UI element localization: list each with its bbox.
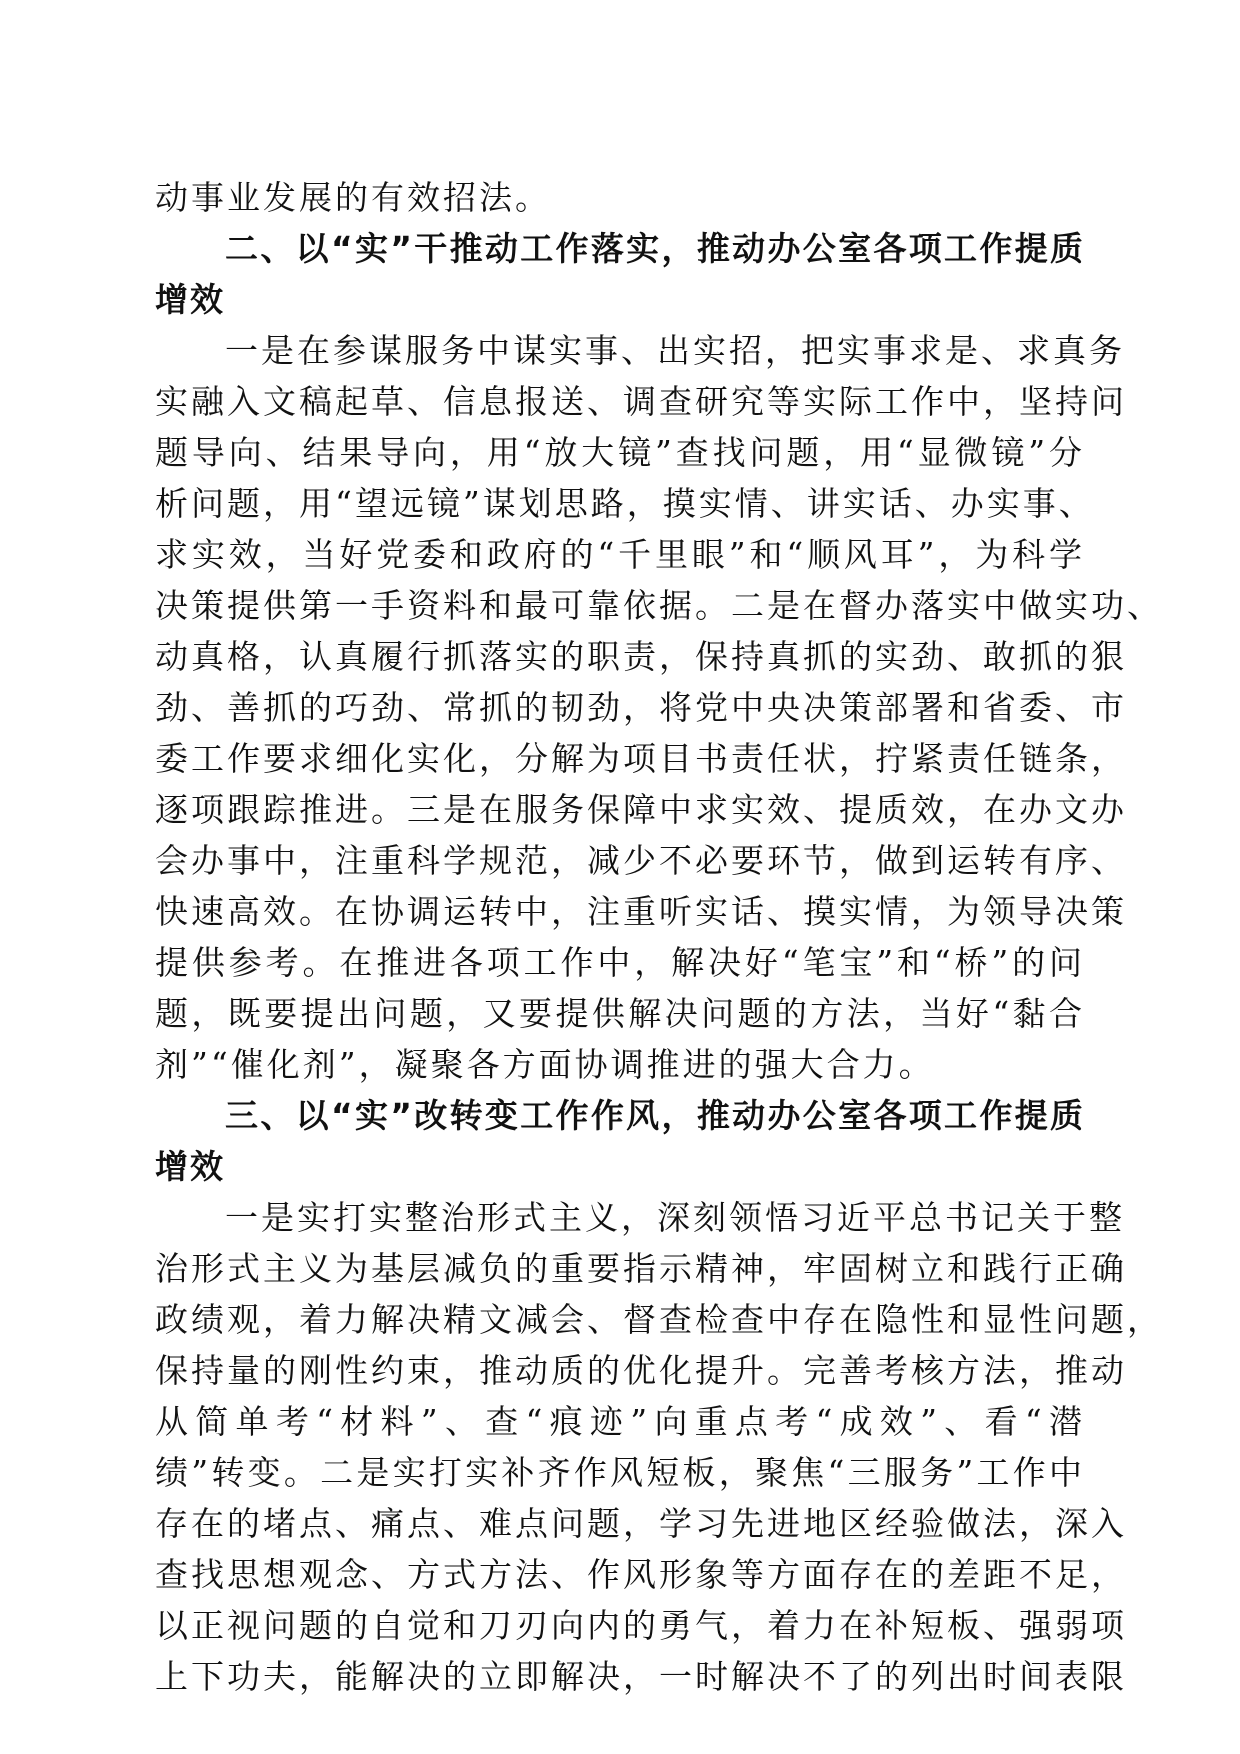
text-line: 上下功夫，能解决的立即解决，一时解决不了的列出时间表限	[155, 1657, 1127, 1696]
text-line: 保持量的刚性约束，推动质的优化提升。完善考核方法，推动	[155, 1351, 1127, 1390]
document-body	[155, 172, 1163, 1702]
text-line: 从简单考“材料”、查“痕迹”向重点考“成效”、看“潜	[155, 1402, 1085, 1441]
text-line: 快速高效。在协调运转中，注重听实话、摸实情，为领导决策	[155, 892, 1127, 931]
section-heading-3-cont: 增效	[155, 1147, 225, 1186]
text-line: 题，既要提出问题，又要提供解决问题的方法，当好“黏合	[155, 994, 1085, 1033]
text-line: 政绩观，着力解决精文减会、督查检查中存在隐性和显性问题，	[155, 1300, 1163, 1339]
text-line: 一是实打实整治形式主义，深刻领悟习近平总书记关于整	[225, 1198, 1125, 1237]
text-line: 提供参考。在推进各项工作中，解决好“笔宝”和“桥”的问	[155, 943, 1085, 982]
text-line: 求实效，当好党委和政府的“千里眼”和“顺风耳”，为科学	[155, 535, 1085, 574]
text-line: 逐项跟踪推进。三是在服务保障中求实效、提质效，在办文办	[155, 790, 1127, 829]
text-line: 决策提供第一手资料和最可靠依据。二是在督办落实中做实功、	[155, 586, 1163, 625]
text-line: 一是在参谋服务中谋实事、出实招，把实事求是、求真务	[225, 331, 1125, 370]
text-line: 委工作要求细化实化，分解为项目书责任状，拧紧责任链条，	[155, 739, 1127, 778]
text-line: 会办事中，注重科学规范，减少不必要环节，做到运转有序、	[155, 841, 1127, 880]
text-line: 剂”“催化剂”，凝聚各方面协调推进的强大合力。	[155, 1045, 935, 1084]
text-line: 动真格，认真履行抓落实的职责，保持真抓的实劲、敢抓的狠	[155, 637, 1127, 676]
section-heading-3: 三、以“实”改转变工作作风，推动办公室各项工作提质	[225, 1096, 1085, 1135]
text-line: 绩”转变。二是实打实补齐作风短板，聚焦“三服务”工作中	[155, 1453, 1085, 1492]
text-line: 动事业发展的有效招法。	[155, 178, 551, 217]
text-line: 劲、善抓的巧劲、常抓的韧劲，将党中央决策部署和省委、市	[155, 688, 1127, 727]
text-line: 题导向、结果导向，用“放大镜”查找问题，用“显微镜”分	[155, 433, 1085, 472]
text-line: 实融入文稿起草、信息报送、调查研究等实际工作中，坚持问	[155, 382, 1127, 421]
text-line: 析问题，用“望远镜”谋划思路，摸实情、讲实话、办实事、	[155, 484, 1095, 523]
section-heading-2-cont: 增效	[155, 280, 225, 319]
text-line: 治形式主义为基层减负的重要指示精神，牢固树立和践行正确	[155, 1249, 1127, 1288]
section-heading-2: 二、以“实”干推动工作落实，推动办公室各项工作提质	[225, 229, 1085, 268]
text-line: 存在的堵点、痛点、难点问题，学习先进地区经验做法，深入	[155, 1504, 1127, 1543]
text-line: 以正视问题的自觉和刀刃向内的勇气，着力在补短板、强弱项	[155, 1606, 1127, 1645]
text-line: 查找思想观念、方式方法、作风形象等方面存在的差距不足，	[155, 1555, 1127, 1594]
